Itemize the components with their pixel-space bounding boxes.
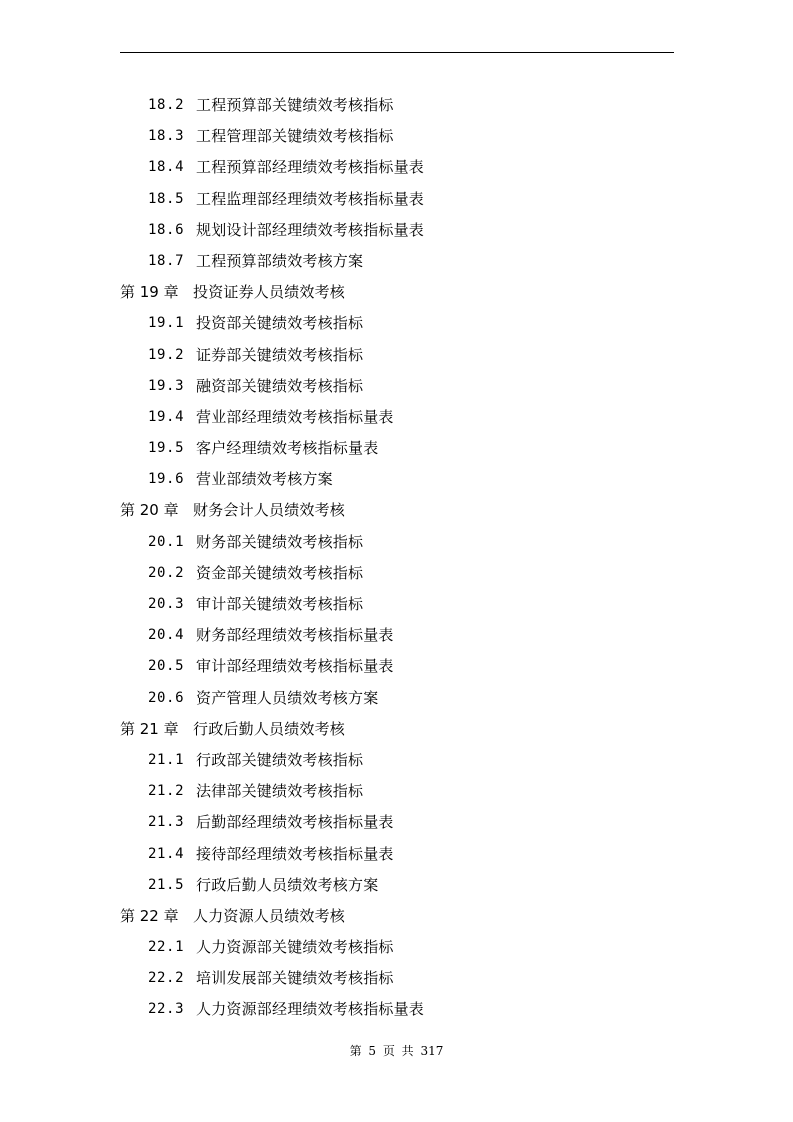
toc-section-entry[interactable] <box>0 776 793 807</box>
section-title: 工程监理部经理绩效考核指标量表 <box>196 189 425 208</box>
toc-section-entry[interactable] <box>0 152 793 183</box>
chapter-number: 第 22 章 <box>120 906 179 925</box>
section-number: 20.3 <box>148 596 185 612</box>
toc-section-entry[interactable] <box>0 870 793 901</box>
toc-section-entry[interactable] <box>0 433 793 464</box>
section-number: 18.5 <box>148 190 185 207</box>
section-number: 22.1 <box>148 939 185 956</box>
section-number: 21.4 <box>148 845 185 862</box>
toc-section-entry[interactable] <box>0 371 793 402</box>
section-number: 21.5 <box>148 876 185 893</box>
section-title: 人力资源部关键绩效考核指标 <box>196 938 394 957</box>
toc-section-entry[interactable] <box>0 340 793 371</box>
section-title: 财务部经理绩效考核指标量表 <box>196 626 394 645</box>
chapter-number: 第 21 章 <box>120 719 179 738</box>
header-rule <box>120 52 674 53</box>
section-title: 工程预算部绩效考核方案 <box>196 251 364 270</box>
toc-section-entry[interactable] <box>0 683 793 714</box>
toc-section-entry[interactable] <box>0 246 793 277</box>
table-of-contents <box>0 90 793 1026</box>
section-title: 行政后勤人员绩效考核方案 <box>196 875 379 894</box>
section-title: 人力资源部经理绩效考核指标量表 <box>196 1000 425 1019</box>
chapter-number: 第 20 章 <box>120 501 179 520</box>
section-number: 19.4 <box>148 408 185 425</box>
toc-section-entry[interactable] <box>0 121 793 152</box>
section-title: 客户经理绩效考核指标量表 <box>196 439 379 458</box>
toc-section-entry[interactable] <box>0 620 793 651</box>
chapter-title: 行政后勤人员绩效考核 <box>193 719 346 738</box>
toc-chapter-entry[interactable] <box>0 277 793 308</box>
section-number: 19.5 <box>148 440 185 457</box>
section-title: 法律部关键绩效考核指标 <box>196 782 364 801</box>
section-number: 22.3 <box>148 1001 185 1018</box>
section-number: 21.1 <box>148 751 185 768</box>
section-title: 规划设计部经理绩效考核指标量表 <box>196 220 425 239</box>
page-footer: 第 5 页 共 317 <box>349 1044 444 1058</box>
toc-chapter-entry[interactable] <box>0 714 793 745</box>
section-number: 19.6 <box>148 471 185 488</box>
toc-section-entry[interactable] <box>0 215 793 246</box>
section-number: 21.2 <box>148 783 185 800</box>
chapter-title: 投资证券人员绩效考核 <box>193 283 346 302</box>
section-title: 审计部关键绩效考核指标 <box>196 595 364 613</box>
toc-section-entry[interactable] <box>0 90 793 121</box>
chapter-title: 财务会计人员绩效考核 <box>193 501 346 520</box>
chapter-title: 人力资源人员绩效考核 <box>193 906 346 925</box>
toc-section-entry[interactable] <box>0 308 793 339</box>
section-title: 工程预算部经理绩效考核指标量表 <box>196 158 425 177</box>
toc-section-entry[interactable] <box>0 464 793 495</box>
section-title: 审计部经理绩效考核指标量表 <box>196 657 394 676</box>
section-title: 营业部经理绩效考核指标量表 <box>196 407 394 426</box>
section-number: 18.7 <box>148 252 185 269</box>
section-title: 行政部关键绩效考核指标 <box>196 750 364 769</box>
section-title: 培训发展部关键绩效考核指标 <box>196 969 394 988</box>
toc-chapter-entry[interactable] <box>0 901 793 932</box>
section-title: 财务部关键绩效考核指标 <box>196 532 364 551</box>
toc-section-entry[interactable] <box>0 932 793 963</box>
toc-section-entry[interactable] <box>0 651 793 682</box>
toc-section-entry[interactable] <box>0 994 793 1025</box>
section-number: 19.2 <box>148 346 185 363</box>
toc-section-entry[interactable] <box>0 558 793 589</box>
section-number: 19.1 <box>148 315 185 332</box>
section-number: 20.2 <box>148 564 185 581</box>
section-title: 投资部关键绩效考核指标 <box>196 314 364 333</box>
toc-section-entry[interactable] <box>0 527 793 558</box>
chapter-number: 第 19 章 <box>120 283 179 302</box>
section-title: 融资部关键绩效考核指标 <box>196 376 364 395</box>
toc-section-entry[interactable] <box>0 745 793 776</box>
section-title: 后勤部经理绩效考核指标量表 <box>196 813 394 832</box>
section-title: 工程预算部关键绩效考核指标 <box>196 96 394 114</box>
toc-section-entry[interactable] <box>0 963 793 994</box>
toc-section-entry[interactable] <box>0 402 793 433</box>
toc-chapter-entry[interactable] <box>0 495 793 526</box>
section-number: 18.6 <box>148 221 185 238</box>
section-title: 资产管理人员绩效考核方案 <box>196 688 379 707</box>
section-number: 20.4 <box>148 627 185 644</box>
section-number: 20.1 <box>148 533 185 550</box>
section-title: 接待部经理绩效考核指标量表 <box>196 844 394 863</box>
section-number: 18.2 <box>148 97 185 113</box>
section-title: 资金部关键绩效考核指标 <box>196 563 364 582</box>
section-number: 20.6 <box>148 689 185 706</box>
section-number: 21.3 <box>148 814 185 831</box>
section-title: 证券部关键绩效考核指标 <box>196 345 364 364</box>
toc-section-entry[interactable] <box>0 184 793 215</box>
section-number: 22.2 <box>148 970 185 987</box>
toc-section-entry[interactable] <box>0 807 793 838</box>
section-number: 19.3 <box>148 377 185 394</box>
section-title: 工程管理部关键绩效考核指标 <box>196 127 394 146</box>
section-number: 20.5 <box>148 658 185 675</box>
section-title: 营业部绩效考核方案 <box>196 470 333 489</box>
toc-section-entry[interactable] <box>0 589 793 620</box>
toc-section-entry[interactable] <box>0 839 793 870</box>
section-number: 18.4 <box>148 159 185 176</box>
section-number: 18.3 <box>148 128 185 145</box>
